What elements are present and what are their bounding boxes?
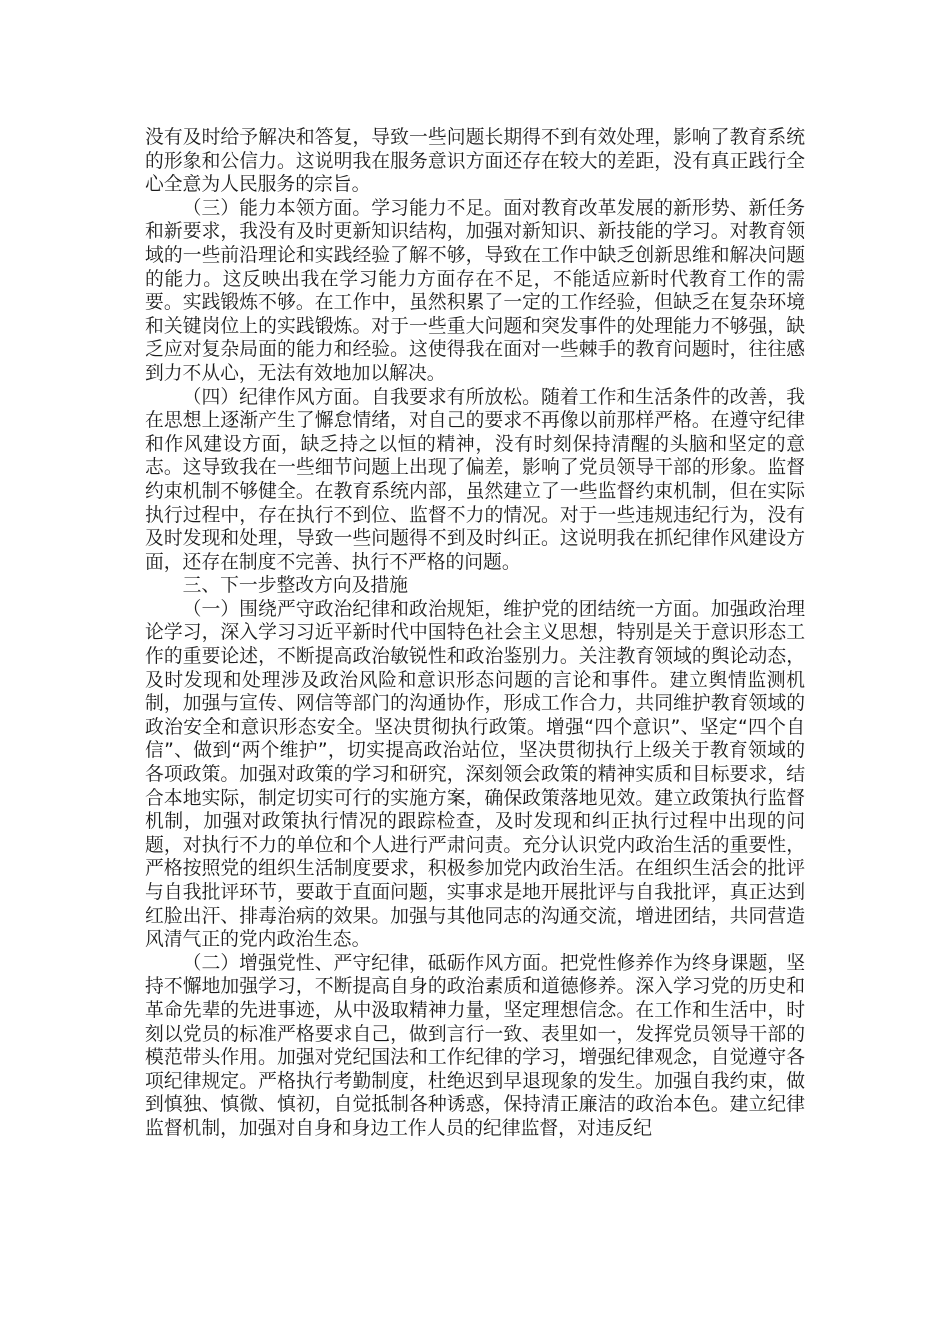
paragraph-service-awareness: 没有及时给予解决和答复，导致一些问题长期得不到有效处理，影响了教育系统的形象和公信力。这说明我在服务意识方面还存在较大的差距，没有真正践行全心全意为人民服务的宗旨。 (145, 127, 805, 196)
document-body (145, 126, 805, 1141)
paragraph-discipline-style: （四）纪律作风方面。自我要求有所放松。随着工作和生活条件的改善，我在思想上逐渐产生了懈怠情绪，对自己的要求不再像以前那样严格。在遵守纪律和作风建设方面，缺乏持之以恒的精神，没有时刻保持清醒的头脑和坚定的意志。这导致我在一些细节问题上出现了偏差，影响了党员领导干部的形象。监督约束机制不够健全。在教育系统内部，虽然建立了一些监督约束机制，但在实际执行过程中，存在执行不到位、监督不力的情况。对于一些违规违纪行为，没有及时发现和处理，导致一些问题得不到及时纠正。这说明我在抓纪律作风建设方面，还存在制度不完善、执行不严格的问题。 (145, 386, 805, 573)
paragraph-ability: （三）能力本领方面。学习能力不足。面对教育改革发展的新形势、新任务和新要求，我没有及时更新知识结构，加强对新知识、新技能的学习。对教育领域的一些前沿理论和实践经验了解不够，导致在工作中缺乏创新思维和解决问题的能力。这反映出我在学习能力方面存在不足，不能适应新时代教育工作的需要。实践锻炼不够。在工作中，虽然积累了一定的工作经验，但缺乏在复杂环境和关键岗位上的实践锻炼。对于一些重大问题和突发事件的处理能力不够强，缺乏应对复杂局面的能力和经验。这使得我在面对一些棘手的教育问题时，往往感到力不从心，无法有效地加以解决。 (145, 197, 805, 384)
paragraph-party-spirit: （二）增强党性、严守纪律，砥砺作风方面。把党性修养作为终身课题，坚持不懈地加强学习，不断提高自身的政治素质和道德修养。深入学习党的历史和革命先辈的先进事迹，从中汲取精神力量，坚定理想信念。在工作和生活中，时刻以党员的标准严格要求自己，做到言行一致、表里如一，发挥党员领导干部的模范带头作用。加强对党纪国法和工作纪律的学习，增强纪律观念，自觉遵守各项纪律规定。严格执行考勤制度，杜绝迟到早退现象的发生。加强自我约束，做到慎独、慎微、慎初，自觉抵制各种诱惑，保持清正廉洁的政治本色。建立纪律监督机制，加强对自身和身边工作人员的纪律监督，对违反纪 (145, 952, 805, 1139)
section-heading-rectification: 三、下一步整改方向及措施 (182, 575, 408, 597)
paragraph-political-discipline: （一）围绕严守政治纪律和政治规矩，维护党的团结统一方面。加强政治理论学习，深入学习习近平新时代中国特色社会主义思想，特别是关于意识形态工作的重要论述，不断提高政治敏锐性和政治鉴别力。关注教育领域的舆论动态，及时发现和处理涉及政治风险和意识形态问题的言论和事件。建立舆情监测机制，加强与宣传、网信等部门的沟通协作，形成工作合力，共同维护教育领域的政治安全和意识形态安全。坚决贯彻执行政策。增强“四个意识”、坚定“四个自信”、做到“两个维护”，切实提高政治站位，坚决贯彻执行上级关于教育领域的各项政策。加强对政策的学习和研究，深刻领会政策的精神实质和目标要求，结合本地实际，制定切实可行的实施方案，确保政策落地见效。建立政策执行监督机制，加强对政策执行情况的跟踪检查，及时发现和纠正执行过程中出现的问题，对执行不力的单位和个人进行严肃问责。充分认识党内政治生活的重要性，严格按照党的组织生活制度要求，积极参加党内政治生活。在组织生活会的批评与自我批评环节，要敢于直面问题，实事求是地开展批评与自我批评，真正达到红脸出汗、排毒治病的效果。加强与其他同志的沟通交流，增进团结，共同营造风清气正的党内政治生态。 (145, 598, 805, 951)
